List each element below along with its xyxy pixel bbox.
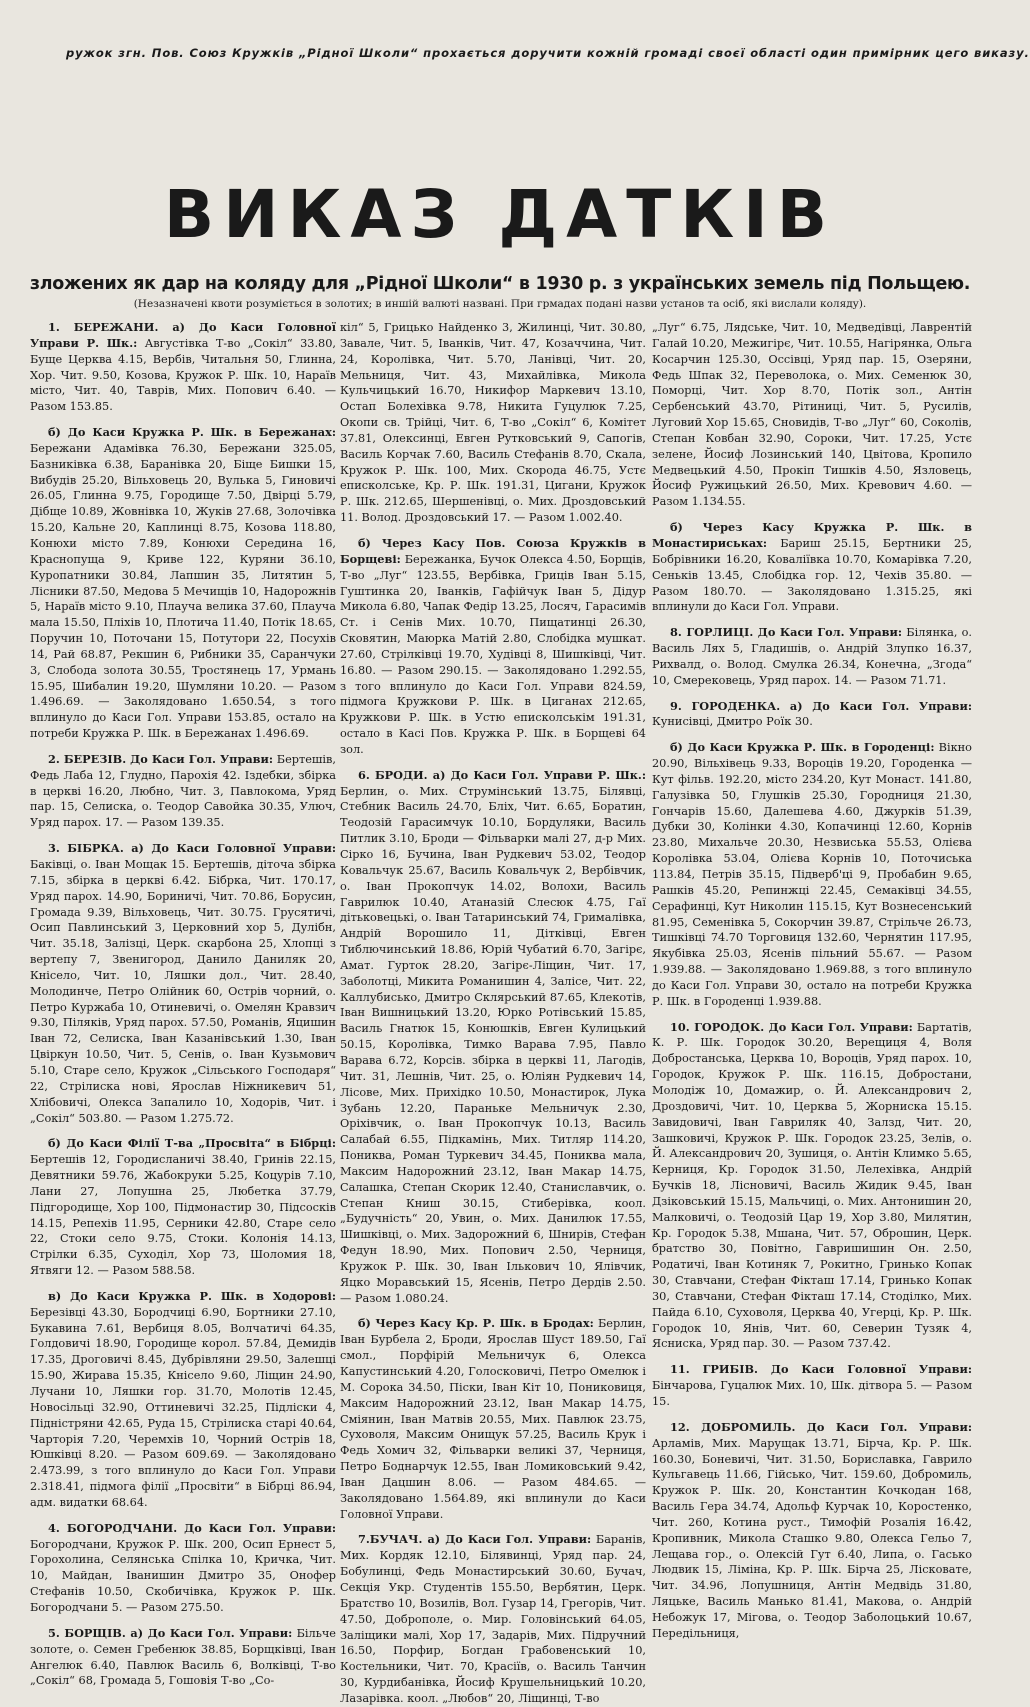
- entry-heading: б) Через Касу Пов. Союза Кружків в Борщеві:: [340, 535, 646, 566]
- entry-paragraph: [30, 1136, 336, 1279]
- entry-paragraph: [652, 625, 972, 688]
- entry-paragraph: [340, 1316, 646, 1522]
- page-subtitle: зложених як дар на коляду для „Рідної Школи“ в 1930 р. з українських земель під Польщею.: [29, 274, 971, 294]
- entry-heading: 3. БІБРКА. а) До Каси Головної Управи:: [48, 841, 336, 856]
- entry-heading: 11. ГРИБІВ. До Каси Головної Управи:: [670, 1362, 972, 1377]
- entry-heading: 1. БЕРЕЖАНИ. а) До Каси Головної Управи Р. Шк.:: [30, 320, 336, 350]
- entry-text: Вікно 20.90, Вільхівець 9.33, Вороців 19.20, Городенка — Кут фільв. 192.20, місто 234.20, Кут Монаст. 141.80, Галузівка 50, Глушків 25.30, Городниця 21.30, Гончарів 15.60, Далешева 4.60, Джурків 51.39, Дубки 30, Колінки 4.30, Копачинці 12.60, Корнів 23.80, Михальче 20.30, Незвиська 55.53, Олієва Королівка 53.04, Олієва Корнів 10, Поточиська 113.84, Петрів 35.15, Підверб'ці 9, Пробабин 9.65, Рашків 45.20, Репинжці 22.45, Семаківці 34.55, Серафинці, Кут Николин 115.15, Кут Вознесенський 81.95, Семенівка 5, Сокорчин 39.87, Стрільче 26.73, Тишківці 74.70 Торговиця 132.60, Чернятин 117.95, Якубівка 25.03, Ясенів пільний 55.67. — Разом 1.939.88. — Заколядовано 1.969.88, з того вплинуло до Каси Гол. Управи 30, остало на потреби Кружка Р. Шк. в Городенці 1.939.88.: [652, 741, 972, 1008]
- entry-heading: 2. БЕРЕЗІВ. До Каси Гол. Управи:: [48, 751, 274, 766]
- entry-text: Березівці 43.30, Бородчиці 6.90, Бортники 27.10, Букавина 7.61, Вербиця 8.05, Волчатичі 64.35, Голдовичі 18.90, Городище корол. 57.84, Демидів 17.35, Дроговичі 8.45, Дубрівляни 29.50, Залешці 15.90, Жирава 15.35, Кнісело 9.60, Ліщин 24.90, Лучани 10, Ляшки гор. 31.70, Молотів 12.45, Новосільці 32.90, Оттиневичі 32.25, Підліски 4, Підністряни 42.65, Руда 15, Стрілиска старі 40.64, Чарторія 7.20, Черемхів 10, Чорний Острів 18, Юшківці 8.20. — Разом 609.69. — Заколядовано 2.473.99, з того вплинуло до Каси Гол. Управи 2.318.41, підмога філії „Просвіти“ в Бібрці 86.94, адм. видатки 68.64.: [30, 1305, 336, 1509]
- entry-text: кіл“ 5, Грицько Найденко 3, Жилинці, Чит. 30.80, Завале, Чит. 5, Іванків, Чит. 47, Козаччина, Чит. 24, Королівка, Чит. 5.70, Ланівці, Чит. 20, Мельниця, Чит. 43, Михайлівка, Микола Кульчицький 16.70, Никифор Маркевич 13.10, Остап Болехівка 9.78, Никита Гуцулюк 7.25, Окопи св. Трійці, Чит. 6, Т-во „Сокіл“ 6, Комітет 37.81, Олексинці, Евген Рутковський 9, Сапогів, Василь Корчак 7.60, Василь Стефанів 8.70, Скала, Кружок Р. Шк. 100, Мих. Скорода 46.75, Устє еписколське, Кр. Р. Шк. 191.31, Цигани, Кружок Р. Шк. 212.65, Шершенівці, о. Мих. Дроздовський 11. Волод. Дроздовський 17. — Разом 1.002.40.: [340, 321, 646, 525]
- text-column-1: [30, 320, 337, 1688]
- entry-paragraph: [30, 425, 336, 742]
- text-column-3: [652, 320, 972, 1640]
- entry-paragraph: [30, 1289, 336, 1511]
- entry-text: „Луг“ 6.75, Лядське, Чит. 10, Медведівці, Лаврентій Галай 10.20, Межигірє, Чит. 10.55, Нагірянка, Ольга Косарчин 125.30, Оссівці, Уряд пар. 15, Озеряни, Федь Шпак 32, Переволока, о. Мих. Семенюк 30, Поморці, Чит. Хор 8.70, Потік зол., Антін Сербенський 43.70, Рітиниці, Чит. 5, Русилів, Луговий Хор 15.65, Сновидів, Т-во „Луг“ 60, Соколів, Степан Ковбан 32.90, Сороки, Чит. 17.25, Устє зелене, Йосиф Лозинський 140, Цвітова, Кропило Медвецький 4.50, Прокіп Тишків 4.50, Язловець, Йосиф Ружицький 26.50, Мих. Кревович 4.60. — Разом 1.134.55.: [652, 321, 972, 509]
- entry-heading: б) До Каси Кружка Р. Шк. в Бережанах:: [48, 425, 336, 440]
- entry-paragraph: [30, 320, 336, 415]
- entry-heading: 6. БРОДИ. а) До Каси Гол. Управи Р. Шк.:: [358, 767, 646, 782]
- entry-text: Берлин, Іван Бурбела 2, Броди, Ярослав Шуст 189.50, Гаї смол., Порфірій Мельничук 6, Олекса Капустинський 4.20, Голосковичі, Петро Омелюк і М. Сорока 34.50, Піски, Іван Кіт 10, Пониковиця, Максим Надорожний 23.12, Іван Макар 14.75, Сміянин, Іван Матвів 20.55, Мих. Павлюк 23.75, Суховоля, Максим Онищук 57.25, Василь Крук і Федь Хомич 32, Фільварки великі 37, Черниця, Петро Боднарчук 12.55, Іван Ломиковський 9.42, Іван Дацшин 8.06. — Разом 484.65. — Заколядовано 1.564.89, які вплинули до Каси Головної Управи.: [340, 1317, 647, 1521]
- page-title: ВИКАЗ ДАТКІВ: [163, 176, 837, 253]
- entry-heading: б) До Каси Кружка Р. Шк. в Городенці:: [670, 740, 935, 755]
- explanatory-note: (Незазначені квоти розуміється в золотих; в иншій валюті названі. При грмадах подані назви установ та осіб, які вислали коляду).: [133, 298, 867, 310]
- entry-text: Бережани Адамівка 76.30, Бережани 325.05, Базниківка 6.38, Баранівка 20, Біще Бишки 15, Вибудів 25.20, Вільховець 20, Вулька 5, Гиновичі 26.05, Глинна 9.75, Городище 7.50, Двірці 5.79, Дібще 10.89, Жовнівка 10, Жуків 27.68, Золочівка 15.20, Кальне 20, Каплинці 8.75, Козова 118.80, Конюхи місто 7.89, Конюхи Середина 16, Краснопуща 9, Криве 122, Куряни 36.10, Куропатники 30.84, Лапшин 35, Литятин 5, Лісники 87.50, Медова 5 Мечищів 10, Надорожнів 5, Нараїв місто 9.10, Плауча велика 37.60, Плауча мала 15.50, Пліхів 10, Плотича 11.40, Потік 18.65, Поручин 10, Поточани 15, Потутори 22, Посухів 14, Рай 68.87, Рекшин 6, Рибники 35, Саранчуки 3, Слобода золота 30.55, Тростянець 17, Урмань 15.95, Шибалин 19.20, Шумляни 10.20. — Разом 1.496.69. — Заколядовано 1.650.54, з того вплинуло до Каси Гол. Управи 153.85, остало на потреби Кружка Р. Шк. в Бережанах 1.496.69.: [30, 441, 336, 741]
- entry-text: Богородчани, Кружок Р. Шк. 200, Осип Ернест 5, Горохолина, Селянська Спілка 10, Кричка, Чит. 10, Майдан, Іванишин Дмитро 35, Онофер Стефанів 10.50, Скобичівка, Кружок Р. Шк. Богородчани 5. — Разом 275.50.: [30, 1537, 336, 1614]
- entry-paragraph: [340, 1532, 646, 1706]
- entry-paragraph: [340, 536, 646, 758]
- entry-heading: 12. ДОБРОМИЛЬ. До Каси Гол. Управи:: [670, 1419, 972, 1434]
- entry-text: Бартатів, К. Р. Шк. Городок 30.20, Верещиця 4, Воля Добростанська, Церква 10, Вороців, Уряд парох. 10, Городок, Кружок Р. Шк. 116.15, Добростани, Молодіж 10, Домажир, о. Й. Александрович 2, Дроздовичі, Чит. 10, Церква 5, Жорниска 15.15. Завидовичі, Іван Гавриляк 40, Залзд, Чит. 20, Зашковичі, Кружок Р. Шк. Городок 23.25, Зелів, о. Й. Александрович 20, Зушиця, о. Антін Климко 5.65, Керниця, Кр. Городок 31.50, Лелехівка, Андрій Бучків 18, Лісновичі, Василь Жидик 9.45, Іван Дзіковський 15.15, Мальчиці, о. Мих. Антонишин 20, Малковичі, о. Теодозій Цар 19, Хор 3.80, Милятин, Кр. Городок 5.38, Мшана, Чит. 57, Оброшин, Церк. братство 30, Повітно, Гавришишин Он. 2.50, Родатичі, Іван Котиняк 7, Рокитно, Гринько Копак 30, Ставчани, Стефан Фікташ 17.14, Гринько Копак 30, Ставчани, Стефан Фікташ 17.14, Стоділко, Мих. Пайда 6.10, Суховоля, Церква 40, Угерці, Кр. Р. Шк. Городок 10, Янів, Чит. 60, Северин Тузяк 4, Ясниска, Уряд пар. 30. — Разом 737.42.: [652, 1020, 972, 1351]
- entry-text: Кунисівці, Дмитро Роїк 30.: [652, 715, 813, 729]
- entry-text: Бережанка, Бучок Олекса 4.50, Борщів, Т-во „Луг“ 123.55, Вербівка, Гриців Іван 5.15, Гуштинка 20, Іванків, Гафійчук Іван 5, Дідур Микола 6.80, Чапак Федір 13.25, Лосяч, Гарасимів Ст. і Сенів Мих. 10.70, Пищатинці 26.30, Сковятин, Маюрка Матій 2.80, Слобідка мушкат. 27.60, Стрілківці 19.70, Худівці 8, Шишківці, Чит. 16.80. — Разом 290.15. — Заколядовано 1.292.55, з того вплинуло до Каси Гол. Управи 824.59, підмога Кружкови Р. Шк. в Циганах 212.65, Кружкови Р. Шк. в Устю еписколськім 191.31, остало в Касі Пов. Кружка Р. Шк. в Борщеві 64 зол.: [340, 552, 646, 756]
- entry-paragraph: [652, 1020, 972, 1353]
- text-column-2: [340, 320, 647, 1705]
- entry-text: Августівка Т-во „Сокіл“ 33.80, Буще Церква 4.15, Вербів, Читальня 50, Глинна, Хор. Чит. 9.50, Козова, Кружок Р. Шк. 10, Нараїв місто, Чит. 40, Таврів, Мих. Попович 6.40. — Разом 153.85.: [30, 336, 337, 414]
- entry-paragraph: [652, 1362, 972, 1410]
- entry-paragraph: [652, 1420, 972, 1642]
- entry-heading: 4. БОГОРОДЧАНИ. До Каси Гол. Управи:: [48, 1520, 336, 1535]
- entry-paragraph: [30, 1521, 336, 1616]
- entry-text: Більче золоте, о. Семен Гребенюк 38.85, Борщківці, Іван Ангелюк 6.40, Павлюк Василь 6, Волківці, Т-во „Сокіл“ 68, Громада 5, Гошовія Т-во „Со-: [30, 1626, 336, 1688]
- entry-heading: в) До Каси Кружка Р. Шк. в Ходорові:: [48, 1288, 336, 1303]
- entry-heading: б) Через Касу Кружка Р. Шк. в Монастириськах:: [652, 520, 972, 550]
- entry-text: Бінчарова, Гуцалюк Мих. 10, Шк. дітвора 5. — Разом 15.: [652, 1379, 972, 1408]
- entry-heading: б) До Каси Філії Т-ва „Просвіта“ в Бібрці:: [48, 1136, 336, 1151]
- entry-text: Берлин, о. Мих. Струмінський 13.75, Білявці, Стебник Василь 24.70, Бліх, Чит. 6.65, Боратин, Теодозій Гарасимчук 10.10, Бордуляки, Василь Питлик 3.10, Броди — Фільварки малі 27, д-р Мих. Сірко 16, Бучина, Іван Рудкевич 53.02, Теодор Ковальчук 25.67, Василь Ковальчук 2, Вербівчик, о. Іван Прокопчук 14.02, Волохи, Василь Гаврилюк 10.40, Атаназій Слесюк 4.75, Гаї дітьковецькі, о. Іван Татаринський 74, Грималівка, Андрій Ворошило 11, Дітківці, Евген Тиблючинський 18.86, Юрій Чубатий 6.70, Загірє, Амат. Гурток 28.20, Загірє-Ліщин, Чит. 17, Заболотці, Микита Романишин 4, Залісе, Чит. 22, Каллубисько, Дмитро Склярський 87.65, Клекотів, Іван Вишницький 13.20, Юрко Ротівський 15.85, Василь Гнатюк 15, Конюшків, Евген Кулицький 50.15, Королівка, Тимко Варава 7.95, Павло Варава 6.72, Корсів. збірка в церкві 11, Лагодів, Чит. 31, Лешнів, Чит. 25, о. Юліян Рудкевич 14, Лісове, Мих. Прихідко 10.50, Монастирок, Лука Зубань 12.20, Параньке Мельничук 2.30, Оріхівчик, о. Іван Прокопчук 10.13, Василь Салабай 6.55, Підкамінь, Мих. Титляр 114.20, Пониква, Роман Туркевич 34.45, Пониква мала, Максим Надорожний 23.12, Іван Макар 14.75, Салашка, Степан Скорик 12.40, Станиславчик, о. Степан Книш 30.15, Стиберівка, коол. „Будучність“ 20, Увин, о. Мих. Данилюк 17.55, Шишківці, о. Мих. Задорожний 6, Шнирів, Стефан Федун 18.90, Мих. Попович 2.50, Черниця, Кружок Р. Шк. 30, Іван Ількович 10, Ялівчик, Яцко Моравський 15, Ясенів, Петро Дердів 2.50. — Разом 1.080.24.: [340, 784, 646, 1305]
- entry-text: Баранів, Мих. Кордяк 12.10, Білявинці, Уряд пар. 24, Бобулинці, Федь Монастирський 30.60, Бучач, Секція Укр. Студентів 155.50, Вербятин, Церк. Братство 10, Возилів, Вол. Гузар 14, Грегорів, Чит. 47.50, Доброполе, о. Мир. Головінський 64.05, Заліщики малі, Хор 17, Задарів, Мих. Підручний 16.50, Порфир, Богдан Грабовенський 10, Костельники, Чит. 70, Красіїв, о. Василь Танчин 30, Курдибанівка, Йосиф Крушельницький 10.20, Лазарівка. коол. „Любов“ 20, Ліщинці, Т-во: [340, 1533, 646, 1705]
- entry-heading: б) Через Касу Кр. Р. Шк. в Бродах:: [358, 1316, 594, 1331]
- entry-paragraph: [30, 841, 336, 1126]
- entry-text: Бертешів, Федь Лаба 12, Глудно, Парохія 42. Іздебки, збірка в церкві 16.20, Любно, Чит. 3, Павлокома, Уряд пар. 15, Селиска, о. Теодор Савойка 30.35, Улюч, Уряд парох. 17. — Разом 139.35.: [30, 752, 336, 830]
- entry-text: Бариш 25.15, Бертники 25, Бобрівники 16.20, Коваліївка 10.70, Комарівка 7.20, Сеньків 13.45, Слобідка гор. 12, Чехів 35.80. — Разом 180.70. — Заколядовано 1.315.25, які вплинули до Каси Гол. Управи.: [652, 536, 972, 614]
- entry-text: Білянка, о. Василь Лях 5, Гладишів, о. Андрій Злупко 16.37, Рихвалд, о. Волод. Смулка 26.34, Конечна, „Згода“ 10, Смерековець, Уряд парох. 14. — Разом 71.71.: [652, 626, 972, 687]
- entry-paragraph: [652, 520, 972, 615]
- entry-heading: 10. ГОРОДОК. До Каси Гол. Управи:: [670, 1019, 913, 1034]
- entry-paragraph: [652, 320, 972, 510]
- entry-text: Баківці, о. Іван Мощак 15. Бертешів, діточа збірка 7.15, збірка в церкві 6.42. Бібрка, Чит. 170.17, Уряд парох. 14.90, Бориничі, Чит. 70.86, Борусин, Громада 9.39, Вільховець, Чит. 30.75. Грусятичі, Осип Павлинський 3, Церковний хор 5, Дулібн, Чит. 35.18, Залізці, Церк. скарбона 25, Хлопці з вертепу 7, Звенигород, Данило Даниляк 20, Кнісело, Чит. 10, Ляшки дол., Чит. 28.40, Молодинче, Петро Олійник 60, Острів чорний, о. Петро Куржаба 10, Отиневичі, о. Омелян Кравзич 9.30, Піляків, Уряд парох. 57.50, Романів, Яцишин Іван 72, Селиска, Іван Казанівський 1.30, Іван Цвіркун 10.50, Чит. 5, Сенів, о. Іван Кузьмович 5.10, Старе село, Кружок „Сільського Господаря“ 22, Стрілиска нові, Ярослав Ніжникевич 51, Хлібовичі, Олекса Запалило 10, Ходорів, Чит. і „Сокіл“ 503.80. — Разом 1.275.72.: [30, 858, 336, 1125]
- entry-heading: 7.БУЧАЧ. а) До Каси Гол. Управи:: [358, 1532, 592, 1547]
- entry-paragraph: [340, 768, 646, 1307]
- entry-paragraph: [340, 320, 646, 526]
- entry-heading: 8. ГОРЛИЦІ. До Каси Гол. Управи:: [670, 625, 903, 640]
- entry-heading: 5. БОРЩІВ. а) До Каси Гол. Управи:: [48, 1625, 293, 1640]
- header-notice: ружок згн. Пов. Союз Кружків „Рідної Школи“ прохається доручити кожній громаді своєї області один примірник цего виказу.: [66, 46, 1030, 60]
- entry-text: Арламів, Мих. Марущак 13.71, Бірча, Кр. Р. Шк. 160.30, Боневичі, Чит. 31.50, Бориславка, Гаврило Кульгавець 11.66, Гійсько, Чит. 159.60, Добромиль, Кружок Р. Шк. 20, Константин Кочкодан 168, Василь Гера 34.74, Адольф Курчак 10, Коростенко, Чит. 260, Котина руст., Тимофій Розалія 16.42, Кропивник, Микола Сташко 9.80, Олекса Гельо 7, Лещава гор., о. Олексій Гут 6.40, Липа, о. Гасько Людвик 15, Ліміна, Кр. Р. Шк. Бірча 25, Лісковате, Чит. 34.96, Лопушниця, Антін Медвідь 31.80, Ляцьке, Василь Манько 81.41, Макова, о. Андрій Небожук 17, Мігова, о. Теодор Заболоцький 10.67, Передільниця,: [652, 1436, 972, 1640]
- entry-text: Бертешів 12, Городисланичі 38.40, Гринів 22.15, Девятники 59.76, Жабокруки 5.25, Коцурів 7.10, Лани 27, Лопушна 25, Любетка 37.79, Підгородище, Хор 100, Підмонастир 30, Підсосків 14.15, Репехів 11.95, Серники 42.80, Старе село 22, Стоки село 9.75, Стоки. Колонія 14.13, Стрілки 6.35, Суходіл, Хор 73, Шоломия 18, Ятвяги 12. — Разом 588.58.: [30, 1153, 336, 1278]
- entry-paragraph: [30, 1626, 336, 1689]
- entry-paragraph: [30, 752, 336, 831]
- entry-paragraph: [652, 740, 972, 1009]
- entry-heading: 9. ГОРОДЕНКА. а) До Каси Гол. Управи:: [670, 698, 972, 713]
- entry-paragraph: [652, 699, 972, 731]
